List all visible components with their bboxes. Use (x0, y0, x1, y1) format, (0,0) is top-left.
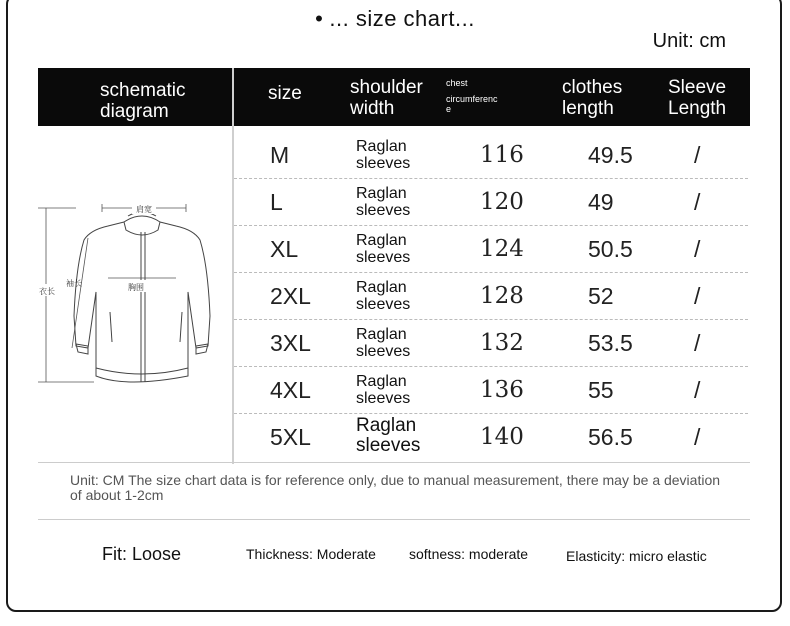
sleeve-cell: / (694, 189, 701, 215)
table-row (234, 320, 748, 367)
page-title (0, 6, 790, 32)
header-diagram-line2: diagram (100, 101, 169, 122)
chest-cell: 120 (480, 189, 524, 215)
size-cell: XL (270, 236, 299, 262)
unit-label: Unit: cm (652, 30, 726, 52)
shoulder-line1: Raglan (356, 232, 407, 249)
table-row (234, 179, 748, 226)
header-length (562, 77, 622, 119)
sleeve-cell: / (694, 142, 701, 168)
shoulder-line2: sleeves (356, 296, 411, 313)
shoulder-cell (356, 185, 410, 219)
shoulder-line1: Raglan (356, 415, 417, 436)
header-chest (446, 78, 498, 114)
length-cell: 49 (588, 189, 614, 215)
measurement-note: Unit: CM The size chart data is for reference only, due to manual measurement, there may be a deviation of about 1-2cm (70, 472, 721, 503)
shoulder-line2: sleeves (356, 155, 411, 172)
size-cell: M (270, 142, 290, 168)
sleeve-cell: / (694, 330, 701, 356)
shoulder-line2: sleeves (356, 435, 421, 456)
shoulder-line2: sleeves (356, 249, 411, 266)
size-cell: 3XL (270, 330, 311, 356)
thickness-label: Thickness: Moderate (246, 546, 376, 562)
shoulder-cell (356, 279, 410, 313)
header-sleeve-line2: Length (668, 98, 727, 119)
shoulder-line1: Raglan (356, 326, 407, 343)
elasticity-label: Elasticity: micro elastic (566, 548, 707, 564)
diagram-label-chest: 胸围 (128, 283, 144, 292)
shoulder-cell (356, 326, 410, 360)
table-row (234, 226, 748, 273)
header-sleeve (668, 77, 726, 119)
table-row (234, 273, 748, 320)
title-text: ... size chart... (329, 6, 475, 31)
header-diagram-line1: schematic (100, 80, 186, 101)
length-cell: 49.5 (588, 142, 633, 168)
header-chest-line2: circumferenc (446, 94, 498, 104)
header-length-line1: clothes (562, 77, 623, 98)
header-sleeve-line1: Sleeve (668, 77, 727, 98)
size-cell: 2XL (270, 283, 311, 309)
header-diagram (100, 80, 186, 122)
length-cell: 56.5 (588, 424, 633, 450)
header-shoulder-line2: width (350, 98, 395, 119)
chest-cell: 116 (480, 142, 524, 168)
chest-cell: 136 (480, 377, 524, 403)
length-cell: 52 (588, 283, 614, 309)
shoulder-cell (356, 232, 410, 266)
length-cell: 50.5 (588, 236, 633, 262)
sleeve-cell: / (694, 283, 701, 309)
header-shoulder-line1: shoulder (350, 77, 423, 98)
size-cell: 5XL (270, 424, 311, 450)
shoulder-cell (356, 138, 410, 172)
shoulder-cell (356, 416, 420, 456)
diagram-label-shoulder: 肩宽 (136, 205, 152, 214)
shoulder-line1: Raglan (356, 185, 407, 202)
chest-cell: 132 (480, 330, 524, 356)
length-cell: 53.5 (588, 330, 633, 356)
shoulder-line2: sleeves (356, 343, 411, 360)
header-size: size (268, 83, 302, 104)
diagram-label-sleeve: 袖长 (66, 279, 82, 288)
garment-diagram (36, 196, 222, 392)
chest-cell: 124 (480, 236, 524, 262)
length-cell: 55 (588, 377, 614, 403)
bullet-dot-icon: • (315, 6, 324, 31)
divider-line (38, 462, 750, 463)
chest-cell: 140 (480, 424, 524, 450)
shoulder-line1: Raglan (356, 279, 407, 296)
chest-cell: 128 (480, 283, 524, 309)
table-row (234, 132, 748, 179)
header-chest-line1: chest (446, 78, 468, 88)
shoulder-line2: sleeves (356, 202, 411, 219)
diagram-label-length: 衣长 (39, 287, 55, 296)
shoulder-cell (356, 373, 410, 407)
header-length-line2: length (562, 98, 614, 119)
shoulder-line1: Raglan (356, 373, 407, 390)
size-cell: 4XL (270, 377, 311, 403)
divider-line (38, 519, 750, 520)
size-table (234, 132, 748, 460)
fit-label: Fit: Loose (102, 544, 182, 564)
shoulder-line2: sleeves (356, 390, 411, 407)
header-shoulder (350, 77, 423, 119)
table-row (234, 367, 748, 414)
shoulder-line1: Raglan (356, 138, 407, 155)
header-chest-line3: e (446, 104, 452, 114)
sleeve-cell: / (694, 236, 701, 262)
sleeve-cell: / (694, 424, 701, 450)
softness-label: softness: moderate (409, 546, 529, 562)
sleeve-cell: / (694, 377, 701, 403)
table-row (234, 414, 748, 460)
size-cell: L (270, 189, 283, 215)
table-header (38, 68, 750, 126)
